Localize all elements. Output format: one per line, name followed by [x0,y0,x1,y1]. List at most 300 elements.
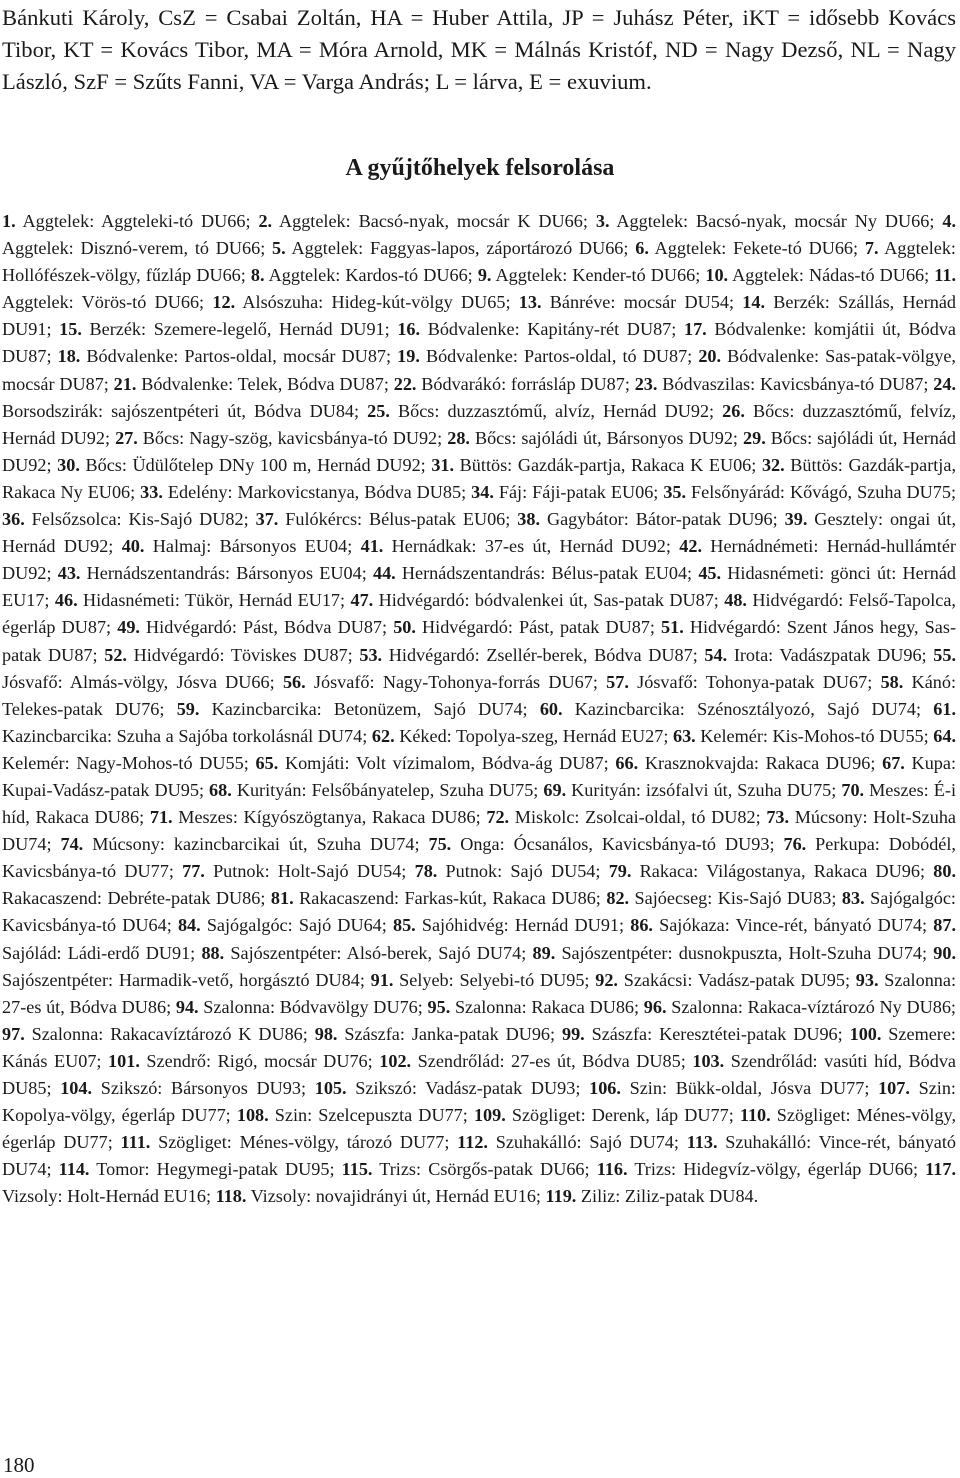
site-number: 7. [864,238,879,259]
site-number: 85. [392,915,416,936]
site-entry [644,997,956,1017]
site-text: Fulókércs: Bélus-patak EU06; [278,509,518,530]
site-entry [609,861,934,881]
site-number: 32. [761,454,785,475]
site-number: 8. [250,265,265,286]
site-number: 6. [635,238,649,259]
site-text: Vizsoly: Holt-Hernád EU16; [2,1186,216,1207]
site-text: Hidvégardó: Pást, patak DU87; [415,617,662,638]
site-entry [704,645,933,665]
site-entry [397,319,684,339]
site-text: Irota: Vadászpatak DU96; [727,644,934,665]
site-number: 97. [2,1023,25,1044]
site-number: 103. [692,1050,725,1071]
site-number: 65. [255,752,279,773]
site-text: Aggtelek: Nádas-tó DU66; [728,265,935,286]
site-number: 54. [704,644,728,665]
site-text: Sajógalgóc: Sajó DU64; [200,915,393,936]
site-text: Szendrőlád: vasúti híd, Bódva DU85; [2,1050,956,1098]
site-number: 75. [428,834,452,855]
site-text: Bőcs: Üdülőtelep DNy 100 m, Hernád DU92; [79,454,432,475]
site-number: 94. [175,996,199,1017]
site-text: Edelény: Markovicstanya, Bódva DU85; [162,481,472,502]
site-text: Szendrő: Rigó, mocsár DU76; [139,1050,380,1071]
site-entry [663,482,956,502]
site-text: Bódvaszilas: Kavicsbánya-tó DU87; [657,373,934,394]
site-text: Bódvalenke: Partos-oldal, mocsár DU87; [80,346,398,367]
site-text: Kéked: Topolya-szeg, Hernád EU27; [394,725,673,746]
site-text: Szalonna: Rakaca-víztározó Ny DU86; [666,996,956,1017]
site-text: Hernádkak: 37-es út, Hernád DU92; [383,536,680,557]
site-text: Komjáti: Volt vízimalom, Bódva-ág DU87; [278,752,616,773]
site-text: Hidvégardó: Szent János hegy, Sas-patak DU87; [2,617,957,665]
site-number: 93. [855,969,879,990]
site-number: 35. [663,481,687,502]
site-number: 15. [59,319,82,340]
site-text: Sajókaza: Vince-rét, bányató DU74; [652,915,934,936]
site-text: Meszes: Kígyószögtanya, Rakaca DU86; [172,807,487,828]
site-text: Ziliz: Ziliz-patak DU84. [576,1186,759,1207]
site-number: 36. [2,509,25,530]
site-text: Szin: Szelcepuszta DU77; [268,1105,474,1126]
site-text: Bódvalenke: Partos-oldal, tó DU87; [419,346,699,367]
site-number: 58. [880,671,904,692]
site-number: 89. [532,942,556,963]
site-number: 17. [683,319,707,340]
site-entry [350,590,724,610]
site-number: 53. [359,644,383,665]
site-entry [478,265,706,285]
site-number: 52. [104,644,127,665]
site-entry [121,1132,458,1152]
site-number: 30. [57,454,80,475]
site-entry [630,915,933,935]
site-entry [117,617,393,637]
site-number: 112. [457,1132,488,1153]
site-text: Szalonna: Rakaca DU86; [450,996,644,1017]
site-number: 45. [698,563,722,584]
site-entry [393,617,661,637]
site-text: Sajóecseg: Kis-Sajó DU83; [629,888,842,909]
site-number: 1. [2,211,16,231]
site-number: 51. [661,617,684,638]
site-entry [315,1078,589,1098]
site-number: 9. [477,265,492,286]
site-entry [519,292,743,312]
site-text: Aggtelek: Hollófészek-völgy, fűzláp DU66; [2,238,956,286]
site-number: 86. [630,915,653,936]
site-number: 80. [933,861,956,882]
site-text: Szászfa: Keresztétei-patak DU96; [584,1023,850,1044]
abbreviations-paragraph: Bánkuti Károly, CsZ = Csabai Zoltán, HA = Huber Attila, JP = Juhász Péter, iKT = idősebb Kovács Tibor, KT = Kovács Tibor, MA = Móra Arnold, MK = Málnás Kristóf, ND = Nagy Dezső, NL = Nagy László, SzF = Szűts Fanni, VA = Varga András; L = lárva, E = exuvium. [2,5,956,94]
site-number: 69. [543,779,567,800]
site-text: Szögliget: Ménes-völgy, égerláp DU77; [2,1105,957,1153]
site-text: Rakacaszend: Farkas-kút, Rakaca DU86; [293,888,607,909]
site-number: 92. [595,969,618,990]
site-text: Vizsoly: novajidrányi út, Hernád EU16; [246,1186,546,1207]
site-number: 48. [724,590,747,611]
site-number: 73. [766,807,790,828]
site-entry [540,699,933,719]
site-text: Rakaca: Világostanya, Rakaca DU96; [631,861,934,882]
site-text: Selyeb: Selyebi-tó DU95; [393,969,596,990]
site-number: 21. [113,373,137,394]
site-text: Trizs: Csörgős-patak DU66; [372,1159,597,1180]
site-entry [201,943,532,963]
site-number: 13. [518,292,542,313]
site-number: 88. [201,942,225,963]
site-number: 72. [486,807,510,828]
site-entry [58,346,398,366]
site-number: 40. [121,536,145,557]
site-number: 61. [933,698,956,719]
site-text: Meszes: É-i híd, Rakaca DU86; [2,779,956,828]
site-text: Hidvégardó: Felső-Tapolca, égerláp DU87; [2,590,956,638]
site-text: Berzék: Szállás, Hernád DU91; [2,292,956,340]
site-text: Sajószentpéter: Harmadik-vető, horgásztó DU84; [2,969,371,990]
site-text: Berzék: Szemere-legelő, Hernád DU91; [81,319,398,340]
site-number: 31. [431,454,455,475]
site-number: 57. [606,671,629,692]
site-text: Szuhakálló: Sajó DU74; [487,1132,687,1153]
site-entry [251,265,478,285]
site-text: Kurityán: izsófalvi út, Szuha DU75; [566,779,842,800]
site-number: 95. [427,996,451,1017]
site-entry [256,509,518,529]
site-text: Putnok: Holt-Sajó DU54; [204,861,415,882]
site-text: Aggtelek: Faggyas-lapos, záportározó DU66; [285,238,636,259]
site-text: Halmaj: Bársonyos EU04; [144,536,361,557]
site-number: 38. [517,509,541,530]
site-text: Hernádszentandrás: Bélus-patak EU04; [395,563,699,584]
site-number: 115. [341,1159,373,1180]
site-entry [393,915,630,935]
site-text: Bőcs: sajóládi út, Bársonyos DU92; [469,427,743,448]
site-entry [428,834,783,854]
site-number: 64. [933,725,956,746]
site-number: 100. [849,1023,882,1044]
site-number: 41. [360,536,384,557]
site-entry [447,428,743,448]
site-entry [256,753,616,773]
site-entry [595,970,856,990]
site-number: 29. [743,427,766,448]
site-text: Bódvalenke: Telek, Bódva DU87; [136,373,394,394]
site-entry [606,672,880,692]
site-entry [635,374,934,394]
site-number: 76. [783,834,807,855]
site-number: 66. [615,752,639,773]
site-entry [60,1078,315,1098]
site-number: 116. [596,1159,628,1180]
site-text: Hidvégardó: bódvalenkei út, Sas-patak DU87; [373,590,725,611]
site-text: Jósvafő: Nagy-Tohonya-forrás DU67; [305,671,607,692]
site-entry [216,1186,546,1206]
site-number: 104. [60,1078,93,1098]
site-number: 96. [643,996,667,1017]
site-entry [150,807,487,827]
site-entry [2,211,258,231]
site-entry [597,1159,925,1179]
site-number: 78. [414,861,438,882]
site-text: Aggtelek: Bacsó-nyak, mocsár K DU66; [272,211,596,231]
site-number: 5. [272,238,286,259]
site-number: 47. [350,590,374,611]
site-number: 91. [370,969,394,990]
site-text: Szikszó: Vadász-patak DU93; [346,1078,590,1098]
site-text: Bódvalenke: komjátii út, Bódva DU87; [2,319,956,367]
site-number: 11. [934,265,956,286]
site-entry [59,1159,342,1179]
site-text: Kurityán: Felsőbányatelep, Szuha DU75; [231,779,544,800]
site-text: Perkupa: Dobódél, Kavicsbánya-tó DU77; [2,834,956,882]
site-text: Hidvégardó: Töviskes DU87; [126,644,360,665]
site-entry [212,292,518,312]
site-entry [58,563,373,583]
site-number: 77. [182,861,205,882]
site-entry [533,943,934,963]
site-text: Felsőzsolca: Kis-Sajó DU82; [24,509,256,530]
site-number: 107. [878,1078,910,1098]
site-entry [140,482,471,502]
site-text: Bánréve: mocsár DU54; [541,292,743,313]
site-number: 23. [634,373,658,394]
site-entry [57,455,431,475]
site-text: Aggtelek: Fekete-tó DU66; [648,238,865,259]
site-text: Aggtelek: Bacsó-nyak, mocsár Ny DU66; [609,211,943,231]
site-entry [2,509,256,529]
site-number: 55. [933,644,956,665]
site-text: Aggtelek: Kardos-tó DU66; [264,265,478,286]
site-entry [673,726,933,746]
site-number: 37. [255,509,279,530]
site-number: 113. [686,1132,718,1153]
site-number: 68. [209,779,232,800]
site-entry [114,374,394,394]
site-number: 20. [698,346,722,367]
site-entry [272,238,635,258]
site-number: 34. [471,481,494,502]
site-entry [517,509,784,529]
site-text: Büttös: Gazdák-partja, Rakaca K EU06; [454,454,762,475]
site-text: Sajószentpéter: Alsó-berek, Sajó DU74; [224,942,533,963]
page-number: 180 [3,1453,35,1477]
site-entry [562,1024,850,1044]
site-number: 22. [393,373,417,394]
site-number: 16. [397,319,421,340]
site-entry [367,401,722,421]
site-number: 4. [942,211,956,231]
site-entry [372,726,673,746]
site-text: Szin: Bükk-oldal, Jósva DU77; [620,1078,879,1098]
site-entry [361,536,680,556]
site-text: Szin: Kopolya-völgy, égerláp DU77; [2,1078,956,1126]
site-number: 62. [371,725,395,746]
site-text: Bőcs: sajóládi út, Hernád DU92; [2,427,956,475]
site-text: Kelemér: Kis-Mohos-tó DU55; [695,725,934,746]
site-text: Borsodszirák: sajószentpéteri út, Bódva DU84; [2,400,368,421]
site-entry [359,645,704,665]
site-entry [373,563,698,583]
site-entry [182,861,414,881]
site-number: 27. [115,427,138,448]
site-number: 111. [120,1132,151,1153]
site-text: Jósvafő: Tohonya-patak DU67; [628,671,881,692]
site-number: 25. [367,400,390,421]
site-text: Kelemér: Nagy-Mohos-tó DU55; [2,752,256,773]
site-text: Kazincbarcika: Szuha a Sajóba torkolásnál DU74; [2,725,372,746]
site-number: 101. [108,1050,140,1071]
site-text: Múcsony: Holt-Szuha DU74; [2,807,957,855]
site-entry [177,699,540,719]
site-text: Krasznokvajda: Rakaca DU96; [638,752,883,773]
site-text: Szakácsi: Vadász-patak DU95; [617,969,856,990]
site-text: Szuhakálló: Vince-rét, bányató DU74; [2,1132,957,1180]
site-text: Bódvarákó: forrásláp DU87; [416,373,635,394]
site-entry [606,888,842,908]
site-text: Sajógalgóc: Kavicsbánya-tó DU64; [2,888,956,936]
site-entry [108,1051,379,1071]
site-number: 18. [57,346,81,367]
site-number: 87. [933,915,956,936]
site-number: 98. [314,1023,338,1044]
site-entry [615,753,882,773]
site-entry [415,861,609,881]
site-number: 43. [57,563,81,584]
site-number: 105. [314,1078,347,1098]
site-entry [428,997,644,1017]
site-text: Kánó: Telekes-patak DU76; [2,671,957,719]
site-text: Rakacaszend: Debréte-patak DU86; [2,888,271,909]
site-number: 33. [140,481,163,502]
site-text: Jósvafő: Almás-völgy, Jósva DU66; [2,671,283,692]
site-entry [104,645,359,665]
site-text: Onga: Ócsanálos, Kavicsbánya-tó DU93; [451,834,784,855]
site-number: 24. [933,373,957,394]
site-text: Bódvalenke: Kapitány-rét DU87; [420,319,684,340]
site-number: 117. [925,1159,956,1180]
site-text: Bőcs: duzzasztómű, felvíz, Hernád DU92; [2,400,956,448]
site-text: Aggtelek: Kender-tó DU66; [491,265,706,286]
site-text: Hidvégardó: Zsellér-berek, Bódva DU87; [382,644,705,665]
site-text: Gagybátor: Bátor-patak DU96; [540,509,785,530]
site-number: 67. [882,752,905,773]
site-entry [55,590,351,610]
site-entry [60,834,428,854]
site-text: Alsószuha: Hideg-kút-völgy DU65; [235,292,519,313]
site-text: Sajószentpéter: dusnokpuszta, Holt-Szuha DU74; [555,942,934,963]
site-number: 70. [841,779,865,800]
site-entry [471,482,663,502]
site-text: Múcsony: kazincbarcikai út, Szuha DU74; [83,834,429,855]
site-entry [2,1024,315,1044]
site-text: Szalonna: Rakacavíztározó K DU86; [24,1023,315,1044]
site-entry [271,888,606,908]
site-number: 49. [117,617,140,638]
site-entry [635,238,865,258]
site-text: Szögliget: Ménes-völgy, tározó DU77; [150,1132,458,1153]
collection-sites-list [2,208,956,1210]
site-entry [315,1024,562,1044]
site-text: Trizs: Hidegvíz-völgy, égerláp DU66; [627,1159,926,1180]
site-number: 2. [258,211,273,231]
site-entry [543,780,841,800]
site-text: Aggtelek: Aggteleki-tó DU66; [15,211,259,231]
site-number: 99. [561,1023,585,1044]
site-number: 84. [177,915,201,936]
site-number: 82. [606,888,630,909]
site-number: 90. [933,942,957,963]
site-number: 79. [608,861,632,882]
site-entry [546,1186,759,1206]
site-text: Szalonna: Bódvavölgy DU76; [198,996,428,1017]
site-text: Kazincbarcika: Betonüzem, Sajó DU74; [199,698,540,719]
site-entry [596,211,943,231]
site-number: 60. [539,698,563,719]
site-text: Szögliget: Derenk, láp DU77; [505,1105,740,1126]
site-number: 102. [379,1050,412,1071]
site-number: 3. [595,211,610,231]
site-entry [178,915,393,935]
site-text: Hidvégardó: Pást, Bódva DU87; [139,617,394,638]
site-text: Hidasnémeti: Tükör, Hernád EU17; [77,590,351,611]
site-entry [258,211,595,231]
site-entry [122,536,361,556]
site-number: 83. [841,888,865,909]
site-number: 63. [672,725,696,746]
site-number: 108. [236,1105,269,1126]
site-entry [59,319,397,339]
site-number: 119. [545,1186,577,1207]
site-text: Felsőnyárád: Kővágó, Szuha DU75; [686,481,957,502]
site-text: Hidasnémeti: gönci út: Hernád EU17; [2,563,956,611]
site-text: Szászfa: Janka-patak DU96; [337,1023,562,1044]
site-entry [705,265,934,285]
site-entry [176,997,428,1017]
site-text: Sajóhidvég: Hernád DU91; [415,915,631,936]
site-entry [342,1159,597,1179]
site-number: 19. [397,346,420,367]
site-entry [457,1132,687,1152]
site-entry [237,1105,474,1125]
site-text: Hernádnémeti: Hernád-hullámtér DU92; [2,536,956,584]
site-text: Bőcs: duzzasztómű, alvíz, Hernád DU92; [389,400,723,421]
site-text: Fáj: Fáji-patak EU06; [493,481,664,502]
site-number: 109. [473,1105,506,1126]
site-entry [379,1051,692,1071]
site-text: Sajólád: Ládi-erdő DU91; [2,942,202,963]
site-entry [474,1105,740,1125]
site-number: 26. [722,400,745,421]
site-number: 74. [60,834,84,855]
site-number: 106. [589,1078,621,1098]
site-entry [431,455,762,475]
site-number: 59. [176,698,200,719]
section-heading: A gyűjtőhelyek felsorolása [345,155,615,181]
site-entry [371,970,596,990]
site-text: Aggtelek: Vörös-tó DU66; [2,292,213,313]
site-entry [283,672,606,692]
site-text: Bőcs: Nagy-szög, kavicsbánya-tó DU92; [137,427,448,448]
site-entry [397,346,698,366]
site-entry [486,807,766,827]
site-number: 81. [270,888,294,909]
site-text: Szalonna: 27-es út, Bódva DU86; [2,969,957,1017]
site-text: Miskolc: Zsolcai-oldal, tó DU82; [509,807,767,828]
site-number: 118. [215,1186,247,1207]
site-number: 28. [447,427,470,448]
site-number: 71. [149,807,173,828]
